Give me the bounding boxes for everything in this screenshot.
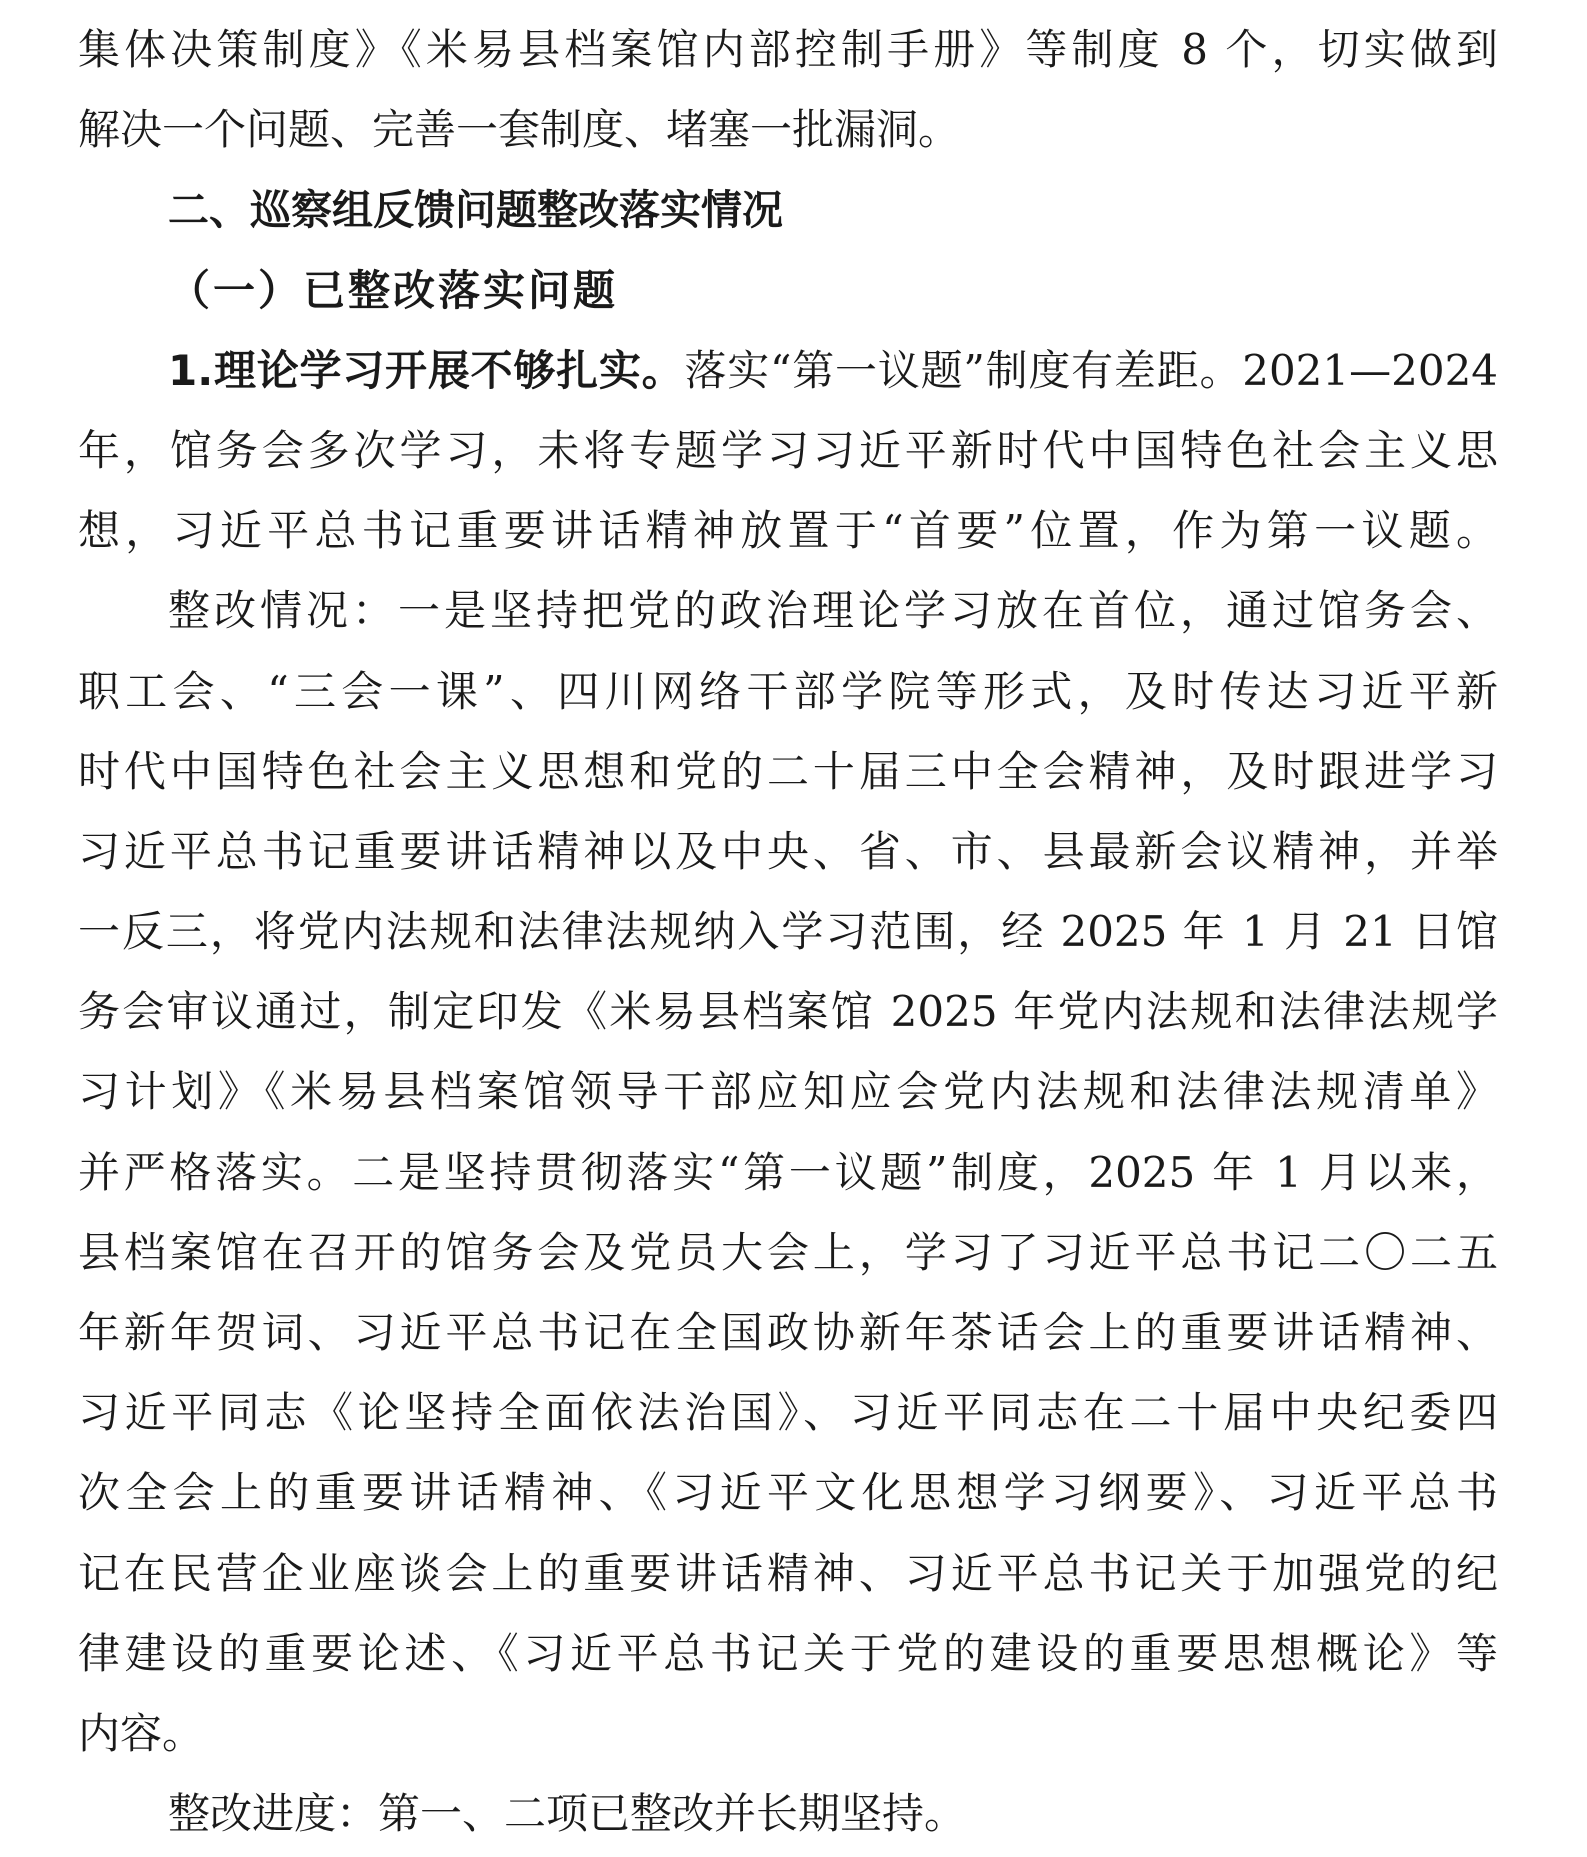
text-line: 整改情况：一是坚持把党的政治理论学习放在首位，通过馆务会、 xyxy=(168,586,1498,636)
text-line: 时代中国特色社会主义思想和党的二十届三中全会精神，及时跟进学习 xyxy=(78,746,1498,796)
text-line: 集体决策制度》《米易县档案馆内部控制手册》等制度 8 个，切实做到 xyxy=(78,25,1498,74)
text-line: 年新年贺词、习近平总书记在全国政协新年茶话会上的重要讲话精神、 xyxy=(78,1308,1498,1357)
text-line: 务会审议通过，制定印发《米易县档案馆 2025 年党内法规和法律法规学 xyxy=(78,987,1498,1037)
problem-description: 落实“第一议题”制度有差距。2021—2024 xyxy=(684,345,1499,395)
progress-paragraph xyxy=(78,1774,1498,1854)
text-line: 律建设的重要论述、《习近平总书记关于党的建设的重要思想概论》等 xyxy=(78,1628,1498,1678)
text-line: 职工会、“三会一课”、四川网络干部学院等形式，及时传达习近平新 xyxy=(78,666,1498,716)
document-page xyxy=(78,10,1498,1854)
text-line: 次全会上的重要讲话精神、《习近平文化思想学习纲要》、习近平总书 xyxy=(78,1468,1498,1518)
rectification-paragraph xyxy=(78,571,1498,1774)
text-line: 习计划》《米易县档案馆领导干部应知应会党内法规和法律法规清单》 xyxy=(78,1067,1498,1117)
text-line: 记在民营企业座谈会上的重要讲话精神、习近平总书记关于加强党的纪 xyxy=(78,1548,1498,1598)
text-line: 县档案馆在召开的馆务会及党员大会上，学习了习近平总书记二〇二五 xyxy=(78,1227,1498,1277)
text-line xyxy=(78,331,1498,411)
text-line: 整改进度：第一、二项已整改并长期坚持。 xyxy=(168,1789,967,1839)
text-line: 内容。 xyxy=(78,1708,205,1758)
text-line: 想，习近平总书记重要讲话精神放置于“首要”位置，作为第一议题。 xyxy=(78,506,1498,556)
subsection-heading: （一）已整改落实问题 xyxy=(168,265,619,315)
intro-paragraph xyxy=(78,10,1498,170)
text-line: 并严格落实。二是坚持贯彻落实“第一议题”制度，2025 年 1 月以来， xyxy=(78,1147,1498,1197)
text-line: 一反三，将党内法规和法律法规纳入学习范围，经 2025 年 1 月 21 日馆 xyxy=(78,907,1498,957)
problem-paragraph xyxy=(78,331,1498,572)
text-line: 解决一个问题、完善一套制度、堵塞一批漏洞。 xyxy=(78,105,961,155)
text-line: 习近平总书记重要讲话精神以及中央、省、市、县最新会议精神，并举 xyxy=(78,826,1498,876)
text-line: 习近平同志《论坚持全面依法治国》、习近平同志在二十届中央纪委四 xyxy=(78,1388,1498,1438)
text-line: 年，馆务会多次学习，未将专题学习习近平新时代中国特色社会主义思 xyxy=(78,425,1498,475)
section-heading: 二、巡察组反馈问题整改落实情况 xyxy=(168,186,783,235)
problem-title: 1.理论学习开展不够扎实。 xyxy=(168,345,685,395)
